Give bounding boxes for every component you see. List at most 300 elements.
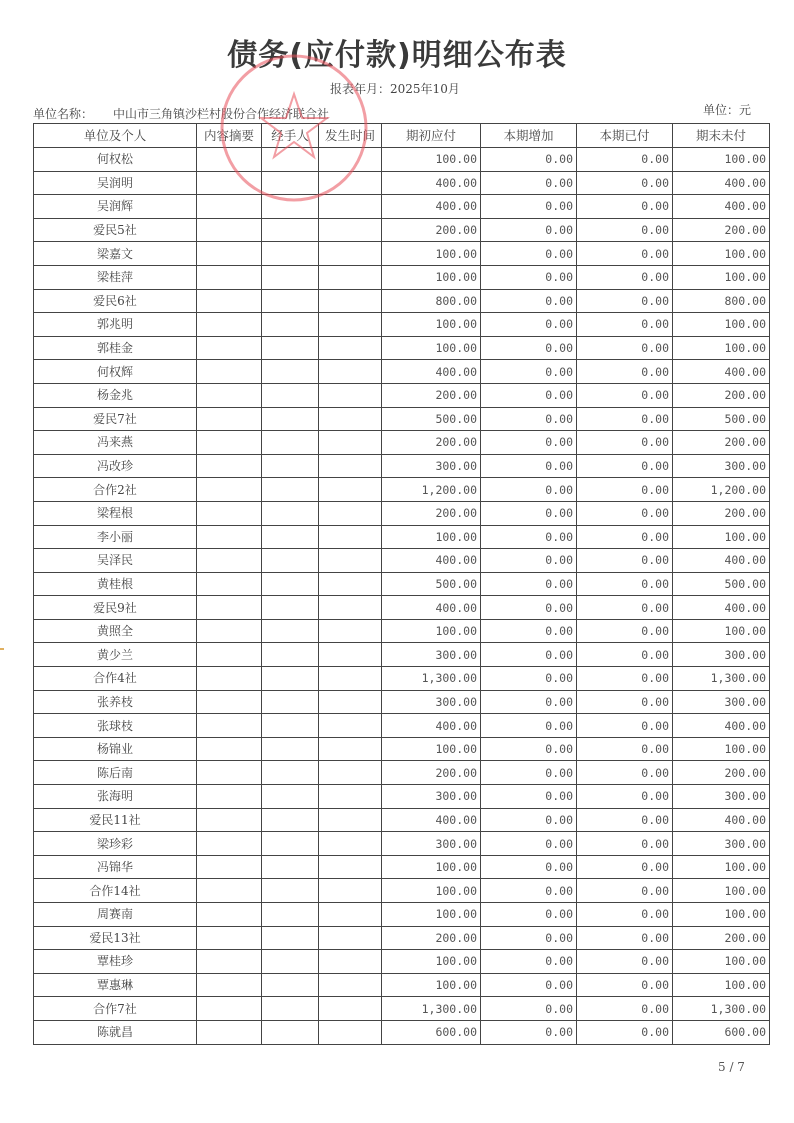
summary-cell — [197, 242, 262, 266]
increase-cell: 0.00 — [481, 761, 577, 785]
closing-cell: 100.00 — [673, 737, 770, 761]
summary-cell — [197, 148, 262, 172]
entity-cell: 冯来燕 — [34, 431, 197, 455]
entity-cell: 吴泽民 — [34, 549, 197, 573]
entity-cell: 黄少兰 — [34, 643, 197, 667]
summary-cell — [197, 950, 262, 974]
paid-cell: 0.00 — [577, 950, 673, 974]
closing-cell: 300.00 — [673, 454, 770, 478]
col-header-closing: 期末未付 — [673, 124, 770, 148]
paid-cell: 0.00 — [577, 407, 673, 431]
entity-cell: 何权松 — [34, 148, 197, 172]
closing-cell: 600.00 — [673, 1020, 770, 1044]
closing-cell: 100.00 — [673, 242, 770, 266]
paid-cell: 0.00 — [577, 997, 673, 1021]
paid-cell: 0.00 — [577, 501, 673, 525]
increase-cell: 0.00 — [481, 195, 577, 219]
opening-cell: 1,300.00 — [382, 997, 481, 1021]
summary-cell — [197, 903, 262, 927]
table-row — [34, 336, 770, 360]
increase-cell: 0.00 — [481, 501, 577, 525]
paid-cell: 0.00 — [577, 289, 673, 313]
handler-cell — [262, 926, 319, 950]
date-cell — [319, 431, 382, 455]
summary-cell — [197, 383, 262, 407]
summary-cell — [197, 501, 262, 525]
summary-cell — [197, 195, 262, 219]
opening-cell: 100.00 — [382, 737, 481, 761]
closing-cell: 400.00 — [673, 171, 770, 195]
date-cell — [319, 596, 382, 620]
closing-cell: 300.00 — [673, 690, 770, 714]
handler-cell — [262, 596, 319, 620]
table-row — [34, 761, 770, 785]
entity-cell: 合作14社 — [34, 879, 197, 903]
entity-cell: 杨锦业 — [34, 737, 197, 761]
table-row — [34, 407, 770, 431]
payables-table — [33, 123, 770, 1045]
entity-cell: 何权辉 — [34, 360, 197, 384]
summary-cell — [197, 596, 262, 620]
increase-cell: 0.00 — [481, 525, 577, 549]
summary-cell — [197, 832, 262, 856]
paid-cell: 0.00 — [577, 242, 673, 266]
paid-cell: 0.00 — [577, 667, 673, 691]
summary-cell — [197, 313, 262, 337]
paid-cell: 0.00 — [577, 383, 673, 407]
opening-cell: 100.00 — [382, 619, 481, 643]
increase-cell: 0.00 — [481, 855, 577, 879]
opening-cell: 1,200.00 — [382, 478, 481, 502]
date-cell — [319, 619, 382, 643]
increase-cell: 0.00 — [481, 478, 577, 502]
handler-cell — [262, 171, 319, 195]
opening-cell: 100.00 — [382, 313, 481, 337]
paid-cell: 0.00 — [577, 1020, 673, 1044]
closing-cell: 200.00 — [673, 383, 770, 407]
table-row — [34, 218, 770, 242]
increase-cell: 0.00 — [481, 667, 577, 691]
paid-cell: 0.00 — [577, 714, 673, 738]
entity-cell: 爱民9社 — [34, 596, 197, 620]
handler-cell — [262, 525, 319, 549]
date-cell — [319, 454, 382, 478]
summary-cell — [197, 737, 262, 761]
handler-cell — [262, 265, 319, 289]
opening-cell: 100.00 — [382, 855, 481, 879]
date-cell — [319, 501, 382, 525]
handler-cell — [262, 761, 319, 785]
increase-cell: 0.00 — [481, 737, 577, 761]
table-body — [34, 148, 770, 1045]
summary-cell — [197, 973, 262, 997]
date-cell — [319, 643, 382, 667]
opening-cell: 100.00 — [382, 950, 481, 974]
opening-cell: 300.00 — [382, 690, 481, 714]
entity-cell: 张海明 — [34, 785, 197, 809]
date-cell — [319, 879, 382, 903]
opening-cell: 600.00 — [382, 1020, 481, 1044]
table-row — [34, 714, 770, 738]
date-cell — [319, 997, 382, 1021]
handler-cell — [262, 195, 319, 219]
date-cell — [319, 336, 382, 360]
paid-cell: 0.00 — [577, 148, 673, 172]
summary-cell — [197, 360, 262, 384]
increase-cell: 0.00 — [481, 690, 577, 714]
table-row — [34, 596, 770, 620]
summary-cell — [197, 218, 262, 242]
paid-cell: 0.00 — [577, 619, 673, 643]
paid-cell: 0.00 — [577, 336, 673, 360]
closing-cell: 1,300.00 — [673, 997, 770, 1021]
currency-unit: 单位：元 — [703, 103, 752, 117]
table-row — [34, 454, 770, 478]
table-row — [34, 525, 770, 549]
table-row — [34, 195, 770, 219]
table-row — [34, 478, 770, 502]
date-cell — [319, 1020, 382, 1044]
summary-cell — [197, 525, 262, 549]
col-header-paid: 本期已付 — [577, 124, 673, 148]
page-title: 债务(应付款)明细公布表 — [227, 38, 567, 73]
handler-cell — [262, 501, 319, 525]
report-period-value: 2025年10月 — [390, 82, 460, 96]
increase-cell: 0.00 — [481, 171, 577, 195]
table-row — [34, 808, 770, 832]
table-header-row — [34, 124, 770, 148]
entity-cell: 合作4社 — [34, 667, 197, 691]
opening-cell: 100.00 — [382, 242, 481, 266]
opening-cell: 300.00 — [382, 785, 481, 809]
entity-cell: 合作7社 — [34, 997, 197, 1021]
increase-cell: 0.00 — [481, 950, 577, 974]
summary-cell — [197, 549, 262, 573]
handler-cell — [262, 619, 319, 643]
col-header-entity: 单位及个人 — [34, 124, 197, 148]
table-row — [34, 572, 770, 596]
paid-cell: 0.00 — [577, 525, 673, 549]
closing-cell: 100.00 — [673, 336, 770, 360]
entity-cell: 梁程根 — [34, 501, 197, 525]
opening-cell: 200.00 — [382, 218, 481, 242]
table-row — [34, 690, 770, 714]
closing-cell: 300.00 — [673, 785, 770, 809]
increase-cell: 0.00 — [481, 997, 577, 1021]
col-header-increase: 本期增加 — [481, 124, 577, 148]
increase-cell: 0.00 — [481, 407, 577, 431]
opening-cell: 500.00 — [382, 572, 481, 596]
entity-cell: 陈后南 — [34, 761, 197, 785]
date-cell — [319, 360, 382, 384]
increase-cell: 0.00 — [481, 926, 577, 950]
paid-cell: 0.00 — [577, 431, 673, 455]
closing-cell: 400.00 — [673, 360, 770, 384]
opening-cell: 100.00 — [382, 148, 481, 172]
unit-name-label: 单位名称： — [33, 107, 94, 121]
increase-cell: 0.00 — [481, 148, 577, 172]
closing-cell: 100.00 — [673, 619, 770, 643]
date-cell — [319, 690, 382, 714]
paid-cell: 0.00 — [577, 195, 673, 219]
summary-cell — [197, 431, 262, 455]
handler-cell — [262, 714, 319, 738]
closing-cell: 300.00 — [673, 643, 770, 667]
summary-cell — [197, 785, 262, 809]
table-row — [34, 383, 770, 407]
entity-cell: 张球枝 — [34, 714, 197, 738]
paid-cell: 0.00 — [577, 171, 673, 195]
summary-cell — [197, 808, 262, 832]
table-row — [34, 619, 770, 643]
handler-cell — [262, 478, 319, 502]
summary-cell — [197, 454, 262, 478]
date-cell — [319, 667, 382, 691]
paid-cell: 0.00 — [577, 855, 673, 879]
entity-cell: 爱民7社 — [34, 407, 197, 431]
table-row — [34, 431, 770, 455]
handler-cell — [262, 667, 319, 691]
table-row — [34, 785, 770, 809]
opening-cell: 100.00 — [382, 525, 481, 549]
increase-cell: 0.00 — [481, 431, 577, 455]
increase-cell: 0.00 — [481, 1020, 577, 1044]
paid-cell: 0.00 — [577, 572, 673, 596]
handler-cell — [262, 973, 319, 997]
summary-cell — [197, 761, 262, 785]
closing-cell: 100.00 — [673, 903, 770, 927]
handler-cell — [262, 360, 319, 384]
closing-cell: 400.00 — [673, 596, 770, 620]
handler-cell — [262, 148, 319, 172]
table-row — [34, 879, 770, 903]
closing-cell: 100.00 — [673, 525, 770, 549]
paid-cell: 0.00 — [577, 360, 673, 384]
table-row — [34, 950, 770, 974]
handler-cell — [262, 643, 319, 667]
closing-cell: 100.00 — [673, 950, 770, 974]
summary-cell — [197, 619, 262, 643]
opening-cell: 100.00 — [382, 336, 481, 360]
opening-cell: 400.00 — [382, 195, 481, 219]
summary-cell — [197, 855, 262, 879]
entity-cell: 李小丽 — [34, 525, 197, 549]
closing-cell: 100.00 — [673, 313, 770, 337]
closing-cell: 100.00 — [673, 265, 770, 289]
paid-cell: 0.00 — [577, 879, 673, 903]
date-cell — [319, 383, 382, 407]
opening-cell: 400.00 — [382, 714, 481, 738]
closing-cell: 1,200.00 — [673, 478, 770, 502]
paid-cell: 0.00 — [577, 785, 673, 809]
paid-cell: 0.00 — [577, 926, 673, 950]
date-cell — [319, 148, 382, 172]
entity-cell: 郭桂金 — [34, 336, 197, 360]
paid-cell: 0.00 — [577, 596, 673, 620]
date-cell — [319, 242, 382, 266]
handler-cell — [262, 737, 319, 761]
handler-cell — [262, 903, 319, 927]
date-cell — [319, 926, 382, 950]
table-row — [34, 360, 770, 384]
handler-cell — [262, 218, 319, 242]
increase-cell: 0.00 — [481, 619, 577, 643]
paid-cell: 0.00 — [577, 643, 673, 667]
increase-cell: 0.00 — [481, 879, 577, 903]
table-row — [34, 737, 770, 761]
increase-cell: 0.00 — [481, 218, 577, 242]
closing-cell: 300.00 — [673, 832, 770, 856]
entity-cell: 梁桂萍 — [34, 265, 197, 289]
increase-cell: 0.00 — [481, 572, 577, 596]
handler-cell — [262, 950, 319, 974]
paid-cell: 0.00 — [577, 549, 673, 573]
handler-cell — [262, 690, 319, 714]
closing-cell: 500.00 — [673, 407, 770, 431]
opening-cell: 400.00 — [382, 596, 481, 620]
increase-cell: 0.00 — [481, 808, 577, 832]
entity-cell: 吴润辉 — [34, 195, 197, 219]
opening-cell: 400.00 — [382, 171, 481, 195]
table-row — [34, 171, 770, 195]
table-row — [34, 643, 770, 667]
date-cell — [319, 785, 382, 809]
entity-cell: 覃惠琳 — [34, 973, 197, 997]
paid-cell: 0.00 — [577, 832, 673, 856]
entity-cell: 爱民5社 — [34, 218, 197, 242]
opening-cell: 500.00 — [382, 407, 481, 431]
entity-cell: 爱民6社 — [34, 289, 197, 313]
entity-cell: 郭兆明 — [34, 313, 197, 337]
handler-cell — [262, 832, 319, 856]
handler-cell — [262, 785, 319, 809]
closing-cell: 100.00 — [673, 879, 770, 903]
closing-cell: 100.00 — [673, 855, 770, 879]
opening-cell: 300.00 — [382, 643, 481, 667]
entity-cell: 杨金兆 — [34, 383, 197, 407]
closing-cell: 100.00 — [673, 148, 770, 172]
paid-cell: 0.00 — [577, 478, 673, 502]
handler-cell — [262, 572, 319, 596]
increase-cell: 0.00 — [481, 785, 577, 809]
summary-cell — [197, 926, 262, 950]
date-cell — [319, 171, 382, 195]
col-header-handler: 经手人 — [262, 124, 319, 148]
date-cell — [319, 549, 382, 573]
opening-cell: 100.00 — [382, 879, 481, 903]
paid-cell: 0.00 — [577, 218, 673, 242]
table-row — [34, 1020, 770, 1044]
entity-cell: 周赛南 — [34, 903, 197, 927]
entity-cell: 黄桂根 — [34, 572, 197, 596]
summary-cell — [197, 1020, 262, 1044]
increase-cell: 0.00 — [481, 596, 577, 620]
handler-cell — [262, 407, 319, 431]
handler-cell — [262, 549, 319, 573]
paid-cell: 0.00 — [577, 973, 673, 997]
opening-cell: 1,300.00 — [382, 667, 481, 691]
date-cell — [319, 195, 382, 219]
increase-cell: 0.00 — [481, 265, 577, 289]
increase-cell: 0.00 — [481, 549, 577, 573]
date-cell — [319, 737, 382, 761]
handler-cell — [262, 997, 319, 1021]
date-cell — [319, 714, 382, 738]
paid-cell: 0.00 — [577, 761, 673, 785]
entity-cell: 爱民13社 — [34, 926, 197, 950]
date-cell — [319, 973, 382, 997]
opening-cell: 800.00 — [382, 289, 481, 313]
entity-cell: 覃桂珍 — [34, 950, 197, 974]
paid-cell: 0.00 — [577, 690, 673, 714]
closing-cell: 400.00 — [673, 808, 770, 832]
handler-cell — [262, 879, 319, 903]
increase-cell: 0.00 — [481, 242, 577, 266]
opening-cell: 400.00 — [382, 360, 481, 384]
summary-cell — [197, 407, 262, 431]
paid-cell: 0.00 — [577, 313, 673, 337]
closing-cell: 400.00 — [673, 714, 770, 738]
date-cell — [319, 761, 382, 785]
paid-cell: 0.00 — [577, 737, 673, 761]
handler-cell — [262, 336, 319, 360]
entity-cell: 梁嘉文 — [34, 242, 197, 266]
table-row — [34, 855, 770, 879]
table-row — [34, 549, 770, 573]
paid-cell: 0.00 — [577, 454, 673, 478]
opening-cell: 400.00 — [382, 549, 481, 573]
opening-cell: 200.00 — [382, 761, 481, 785]
summary-cell — [197, 643, 262, 667]
summary-cell — [197, 997, 262, 1021]
summary-cell — [197, 171, 262, 195]
entity-cell: 合作2社 — [34, 478, 197, 502]
opening-cell: 200.00 — [382, 383, 481, 407]
increase-cell: 0.00 — [481, 360, 577, 384]
summary-cell — [197, 336, 262, 360]
handler-cell — [262, 808, 319, 832]
opening-cell: 400.00 — [382, 808, 481, 832]
paid-cell: 0.00 — [577, 808, 673, 832]
table-row — [34, 242, 770, 266]
date-cell — [319, 808, 382, 832]
table-row — [34, 926, 770, 950]
closing-cell: 800.00 — [673, 289, 770, 313]
handler-cell — [262, 431, 319, 455]
opening-cell: 200.00 — [382, 926, 481, 950]
date-cell — [319, 572, 382, 596]
opening-cell: 100.00 — [382, 903, 481, 927]
closing-cell: 500.00 — [673, 572, 770, 596]
entity-cell: 黄照全 — [34, 619, 197, 643]
unit-name-value: 中山市三角镇沙栏村股份合作经济联合社 — [113, 107, 330, 121]
entity-cell: 爱民11社 — [34, 808, 197, 832]
paid-cell: 0.00 — [577, 265, 673, 289]
summary-cell — [197, 667, 262, 691]
date-cell — [319, 950, 382, 974]
summary-cell — [197, 572, 262, 596]
entity-cell: 冯锦华 — [34, 855, 197, 879]
handler-cell — [262, 454, 319, 478]
table-row — [34, 265, 770, 289]
increase-cell: 0.00 — [481, 313, 577, 337]
increase-cell: 0.00 — [481, 289, 577, 313]
table-row — [34, 973, 770, 997]
entity-cell: 吴润明 — [34, 171, 197, 195]
handler-cell — [262, 855, 319, 879]
entity-cell: 梁珍彩 — [34, 832, 197, 856]
increase-cell: 0.00 — [481, 643, 577, 667]
